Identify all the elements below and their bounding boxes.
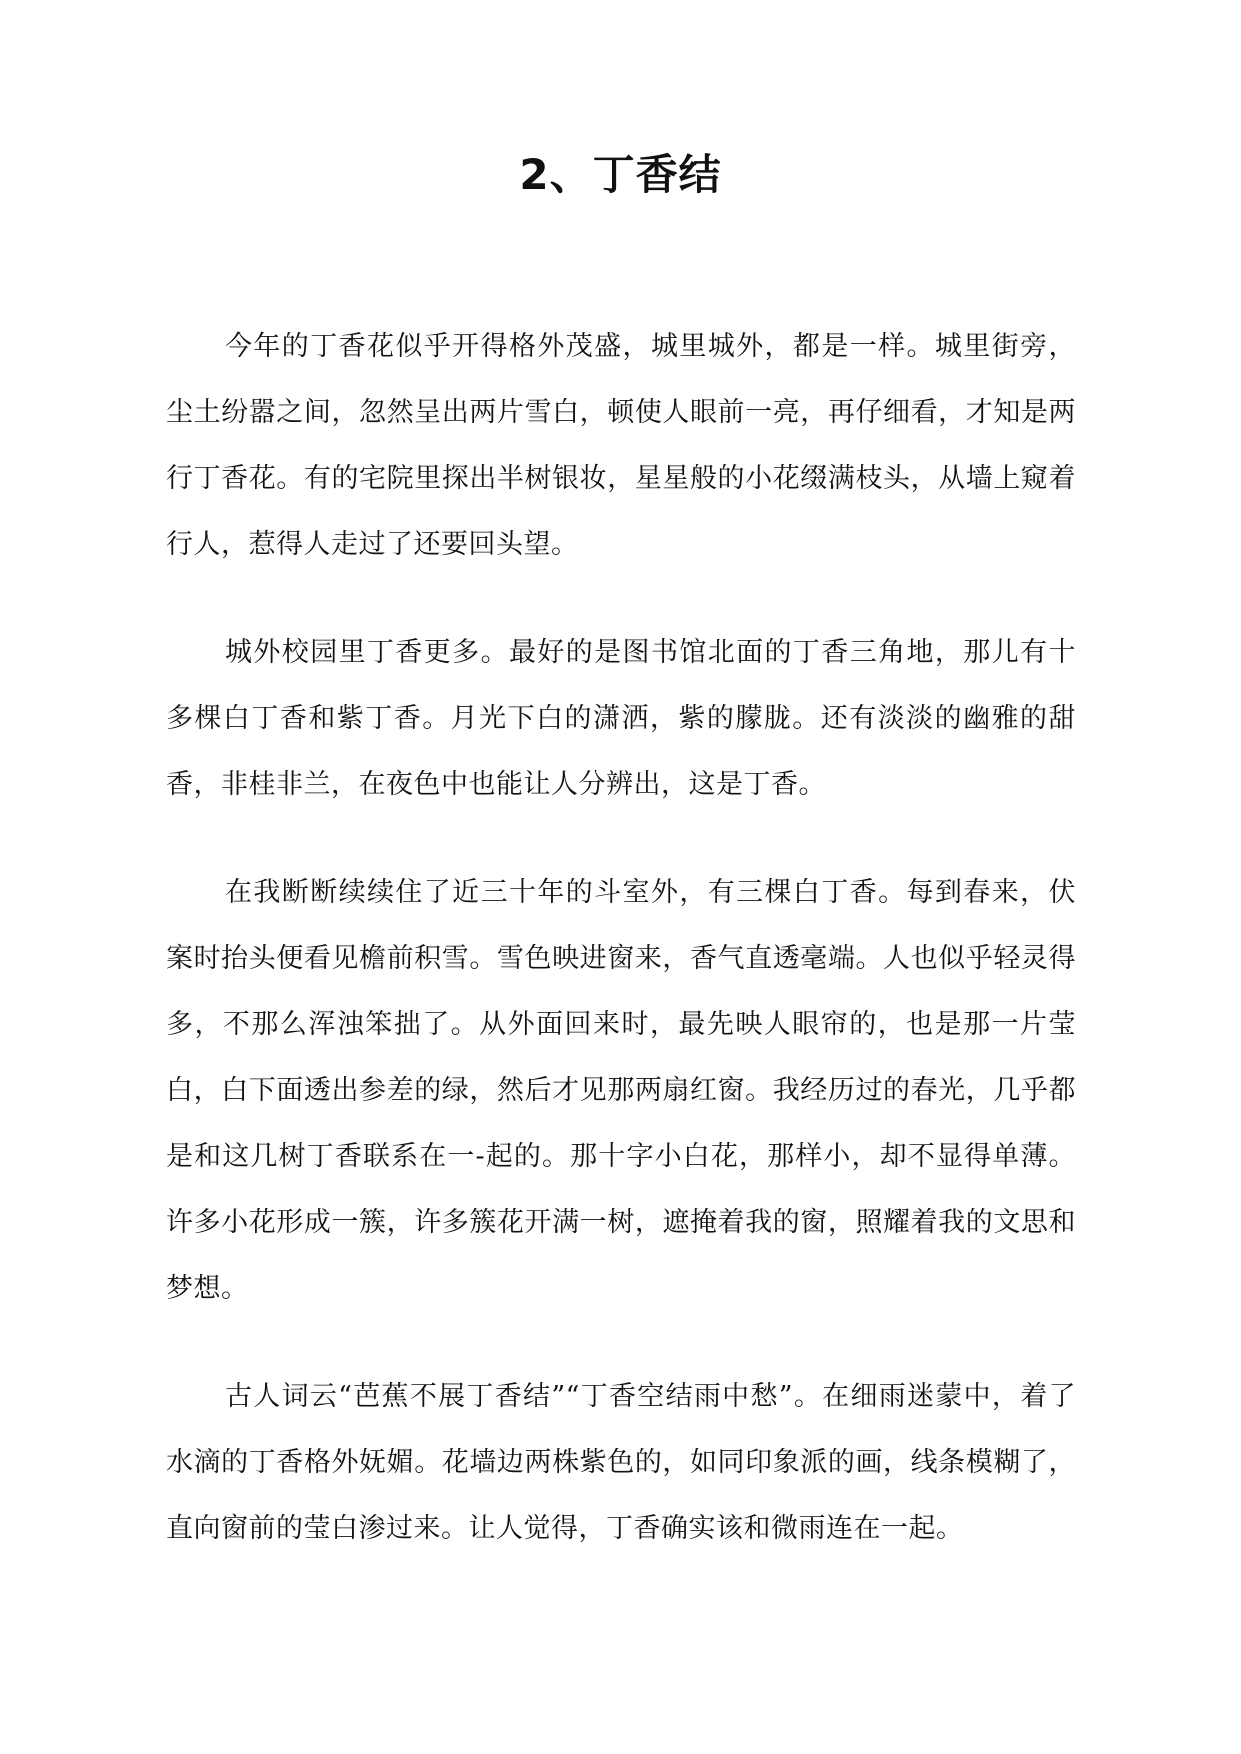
document-body (166, 314, 1076, 1604)
paragraph-2: 城外校园里丁香更多。最好的是图书馆北面的丁香三角地，那儿有十多棵白丁香和紫丁香。月光下白的潇洒，紫的朦胧。还有淡淡的幽雅的甜香，非桂非兰，在夜色中也能让人分辨出，这是丁香。 (166, 637, 1076, 800)
document-title: 2、丁香结 (519, 150, 722, 199)
paragraph-3: 在我断断续续住了近三十年的斗室外，有三棵白丁香。每到春来，伏案时抬头便看见檐前积雪。雪色映进窗来，香气直透毫端。人也似乎轻灵得多，不那么浑浊笨拙了。从外面回来时，最先映人眼帘的，也是那一片莹白，白下面透出参差的绿，然后才见那两扇红窗。我经历过的春光，几乎都是和这几树丁香联系在一-起的。那十字小白花，那样小，却不显得单薄。许多小花形成一簇，许多簇花开满一树，遮掩着我的窗，照耀着我的文思和梦想。 (166, 877, 1076, 1304)
paragraph-1: 今年的丁香花似乎开得格外茂盛，城里城外，都是一样。城里街旁，尘土纷嚣之间，忽然呈出两片雪白，顿使人眼前一亮，再仔细看，才知是两行丁香花。有的宅院里探出半树银妆，星星般的小花缀满枝头，从墙上窥着行人，惹得人走过了还要回头望。 (166, 331, 1076, 560)
paragraph-4: 古人词云“芭蕉不展丁香结”“丁香空结雨中愁”。在细雨迷蒙中，着了水滴的丁香格外妩媚。花墙边两株紫色的，如同印象派的画，线条模糊了，直向窗前的莹白渗过来。让人觉得，丁香确实该和微雨连在一起。 (166, 1381, 1076, 1544)
